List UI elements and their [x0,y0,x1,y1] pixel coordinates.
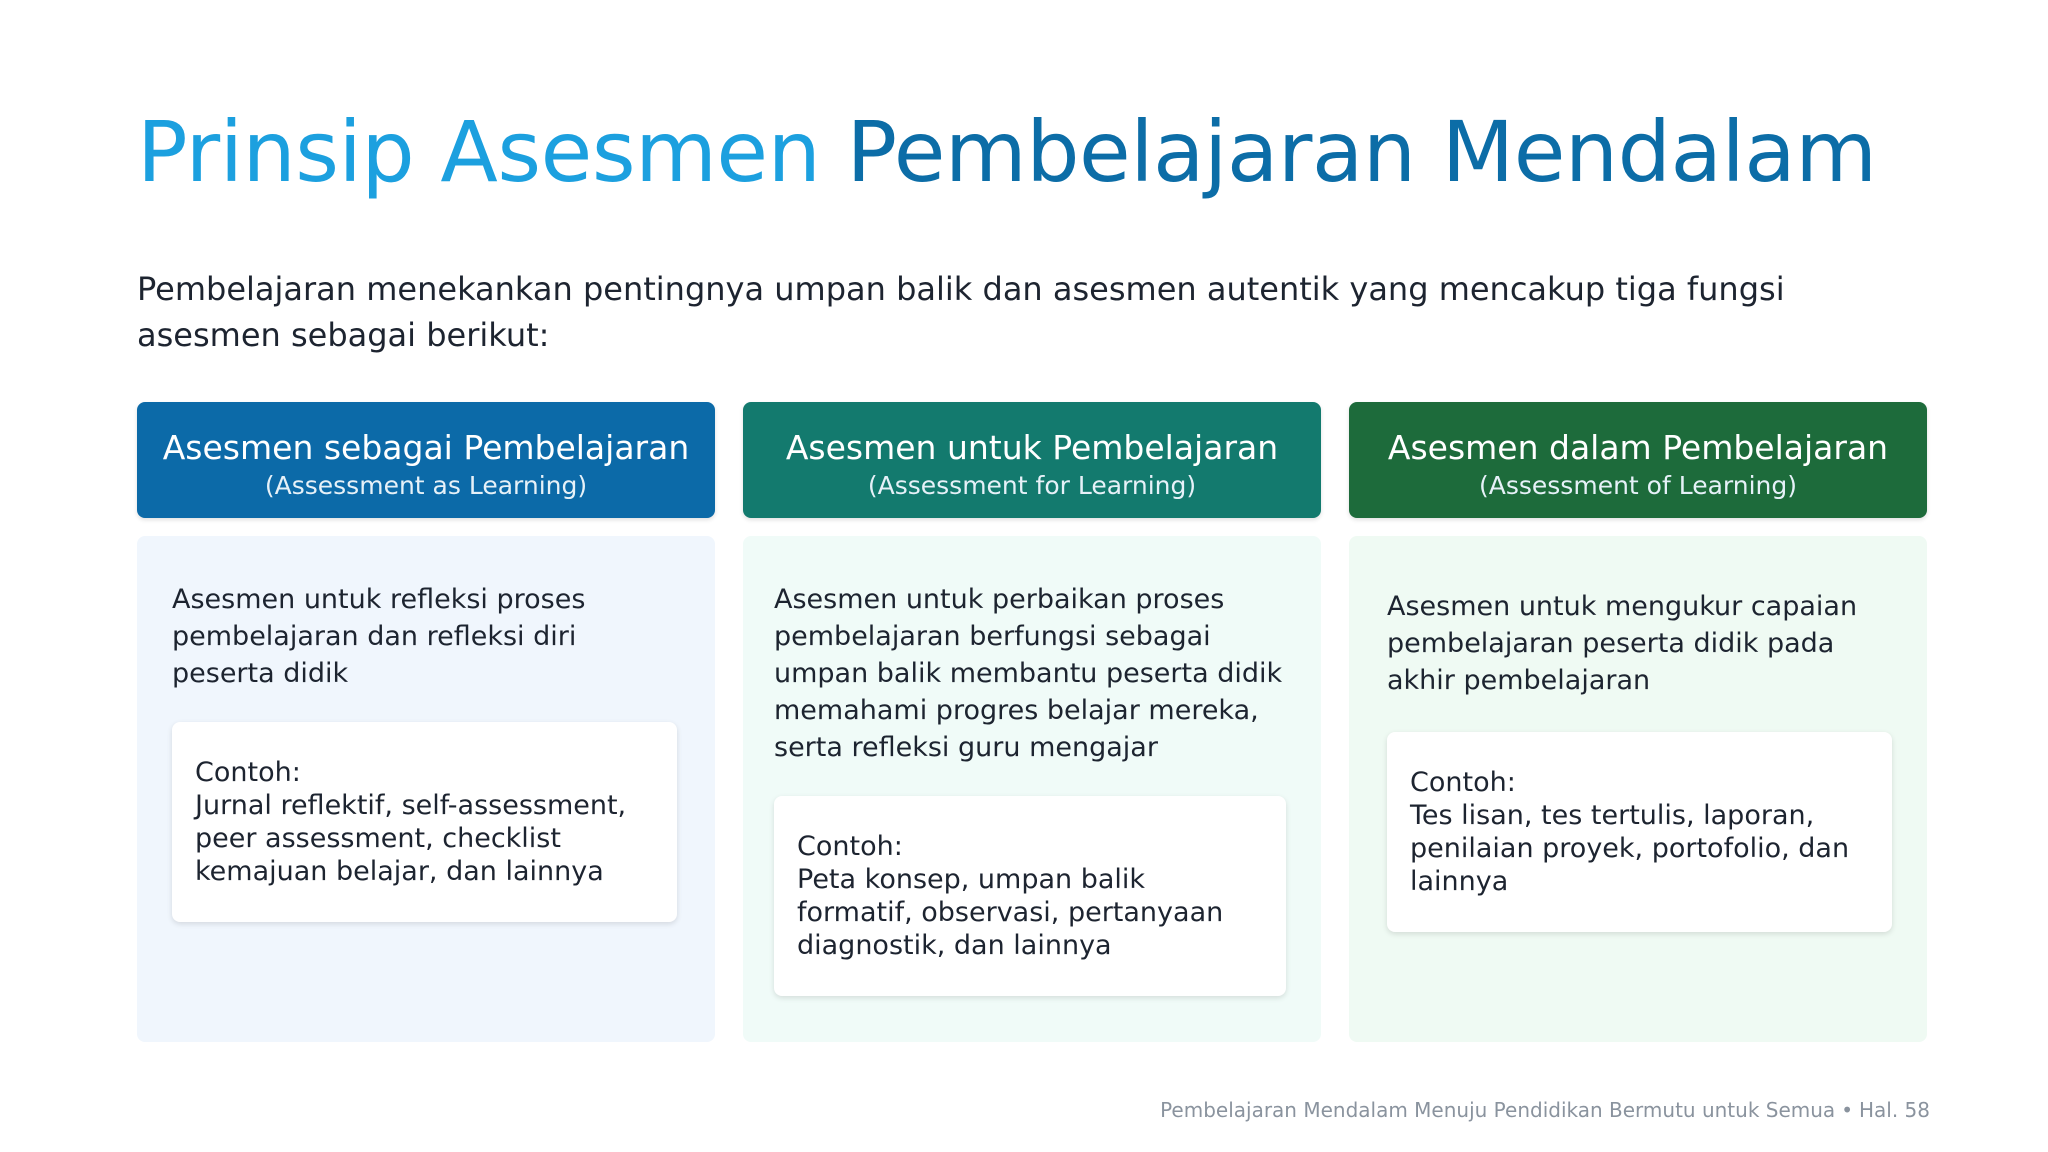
column-header-as-learning [137,402,715,518]
example-box [172,722,677,922]
column-subheading: (Assessment as Learning) [264,471,588,500]
column-header-of-learning [1349,402,1927,518]
example-box [774,796,1286,996]
example-text: Jurnal reflektif, self-assessment, peer assessment, checklist kemajuan belajar, dan lainnya [195,790,627,887]
example-label: Contoh: [195,757,301,788]
slide-title-part1: Prinsip Asesmen [137,103,821,201]
column-subheading: (Assessment of Learning) [1479,471,1797,500]
column-body-as-learning [137,536,715,1042]
example-box [1387,732,1892,932]
example-label: Contoh: [1410,767,1516,798]
column-body-of-learning [1349,536,1927,1042]
footer-text: Pembelajaran Mendalam Menuju Pendidikan Bermutu untuk Semua [1160,1098,1836,1122]
footer-separator: • [1841,1098,1853,1122]
column-heading: Asesmen untuk Pembelajaran [785,428,1279,467]
intro-text: Pembelajaran menekankan pentingnya umpan balik dan asesmen autentik yang mencakup tiga fungsi asesmen sebagai berikut: [137,270,1785,354]
column-body-for-learning [743,536,1321,1042]
column-heading: Asesmen sebagai Pembelajaran [162,428,690,467]
column-description: Asesmen untuk perbaikan proses pembelajaran berfungsi sebagai umpan balik membantu peserta didik memahami progres belajar mereka, serta refleksi guru mengajar [774,584,1283,763]
page-number: Hal. 58 [1858,1098,1930,1122]
column-heading: Asesmen dalam Pembelajaran [1387,428,1889,467]
column-description: Asesmen untuk mengukur capaian pembelajaran peserta didik pada akhir pembelajaran [1387,591,1858,696]
column-subheading: (Assessment for Learning) [867,471,1197,500]
example-text: Tes lisan, tes tertulis, laporan, penilaian proyek, portofolio, dan lainnya [1410,800,1850,897]
slide-title [137,104,1877,201]
example-label: Contoh: [797,831,903,862]
example-text: Peta konsep, umpan balik formatif, observasi, pertanyaan diagnostik, dan lainnya [797,864,1224,961]
column-header-for-learning [743,402,1321,518]
column-description: Asesmen untuk refleksi proses pembelajaran dan refleksi diri peserta didik [172,584,586,689]
slide-footer [1160,1097,1930,1123]
slide-title-part2: Pembelajaran Mendalam [846,103,1877,201]
